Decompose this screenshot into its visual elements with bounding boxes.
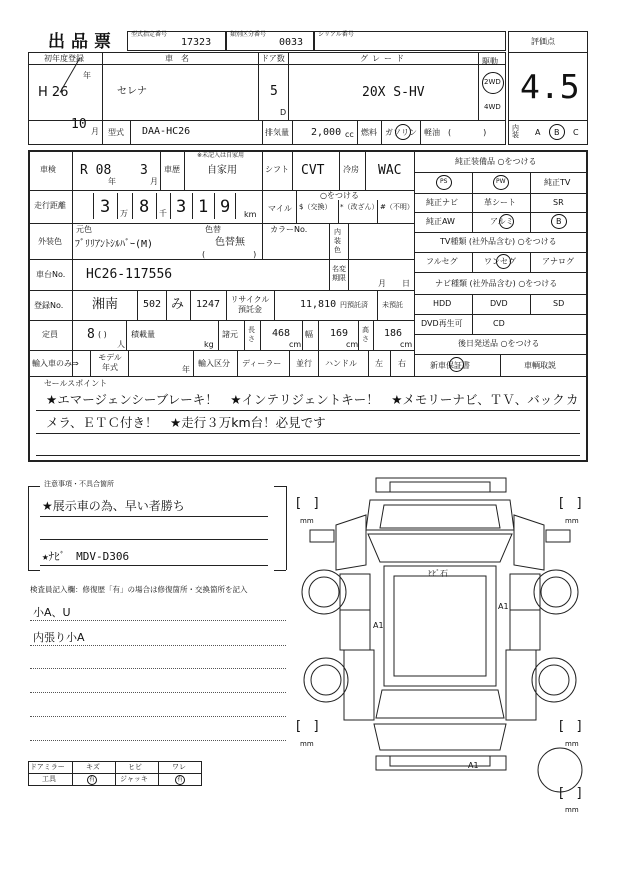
hgt-label: 高さ	[362, 326, 369, 343]
name-change-month: 月	[378, 279, 386, 288]
opt-sr: SR	[553, 198, 564, 207]
opt-aw: アルミ	[490, 217, 514, 226]
grade-value: 20X S-HV	[362, 85, 425, 100]
handle-right: 右	[398, 359, 406, 368]
inspection-label: 車検	[40, 165, 56, 174]
mileage-km: km	[244, 210, 257, 219]
oneseg-circle	[496, 254, 511, 269]
opt-navi: 純正ナビ	[426, 198, 458, 207]
tool-scratch: キズ	[86, 763, 100, 771]
tool-jack: ジャッキ	[120, 775, 148, 783]
color-label: 外装色	[38, 237, 62, 246]
class-no-label: 類別区分番号	[230, 31, 267, 38]
fuel-label: 燃料	[361, 128, 377, 137]
model-no-value: 17323	[181, 37, 212, 48]
score-label: 評価点	[531, 37, 555, 46]
reg-place: 湘南	[92, 297, 119, 312]
name-change-label: 名変期限	[332, 265, 346, 282]
doors-label: ドア数	[261, 54, 285, 63]
import-year: 年	[182, 365, 190, 374]
mileage-sen: 千	[159, 209, 167, 218]
drive-4wd: 4WD	[484, 103, 501, 111]
import-parallel: 並行	[296, 359, 312, 368]
capacity-label: 定員	[42, 330, 58, 339]
opt-pw: PW	[496, 178, 506, 185]
mileage-d3: 3	[176, 197, 187, 217]
unknown-label: #（不明）	[380, 203, 414, 211]
import-dealer: ディーラー	[242, 359, 282, 368]
repaint-label: 色替	[205, 225, 221, 234]
mark-left: A1	[373, 621, 384, 630]
mark-rear: A1	[468, 761, 479, 770]
opt-dvd-play: DVD再生可	[421, 319, 463, 328]
load-kg: kg	[204, 340, 214, 349]
class-no-value: 0033	[279, 37, 304, 48]
inspector-line1: 小A、U	[33, 606, 71, 619]
wid-label: 幅	[305, 330, 313, 339]
sales-label: セールスポイント	[44, 379, 108, 388]
notes-label: 注意事項・不具合箇所	[44, 480, 114, 488]
inspection-month: 3	[140, 163, 148, 178]
reg-kana: み	[171, 297, 185, 312]
len-value: 468	[272, 328, 291, 339]
history-label: 車歴	[164, 165, 180, 174]
orig-color-label: 元色	[76, 225, 92, 234]
hgt-cm: cm	[400, 340, 413, 349]
inspector-line2: 内張り小A	[33, 631, 85, 644]
year-unit: 年	[83, 71, 91, 80]
mm-bracket-1: [ ]	[296, 496, 319, 511]
first-reg-month: 10	[71, 117, 87, 132]
mm-label-3: mm	[300, 740, 314, 748]
sales-line1: ★エマージェンシーブレーキ！ ★インテリジェントキー！ ★メモリーナビ、ＴＶ、バック	[46, 392, 565, 407]
mileage-d5: 9	[220, 197, 231, 217]
aw-circle	[499, 214, 514, 229]
inspector-label: 検査員記入欄：修復歴「有」の場合は修復箇所・交換箇所を記入	[30, 585, 248, 594]
tool-mirror: ドアミラー	[30, 763, 65, 771]
fuel-diesel: 軽油	[424, 128, 440, 137]
mm-label-1: mm	[300, 517, 314, 525]
model-label: 型式	[108, 128, 124, 137]
name-change-day: 日	[402, 279, 410, 288]
fuel-other: ( )	[448, 128, 487, 137]
recycle-unit: 円預託済	[340, 301, 368, 309]
opt-leather: 革シート	[484, 198, 516, 207]
mm-bracket-5: [ ]	[559, 786, 582, 801]
mileage-man: 万	[120, 209, 128, 218]
model-year-label: モデル年式	[98, 353, 122, 372]
interior-color-label: 内装色	[334, 228, 341, 254]
recycle-unpaid: 未預託	[382, 301, 403, 309]
opt-new-warranty: 新車保証書	[430, 361, 470, 370]
interior-label: 内装	[512, 124, 519, 139]
registration-label: 登録No.	[34, 301, 64, 310]
month-unit: 月	[91, 127, 99, 136]
drive-2wd: 2WD	[484, 78, 501, 86]
first-reg-label: 初年度登録	[44, 54, 84, 63]
mile-label: マイル	[268, 204, 292, 213]
mileage-d1: 3	[100, 197, 111, 217]
orig-color-value: ﾌﾞﾘﾘｱﾝﾄｼﾙﾊﾞｰ(M)	[75, 239, 154, 250]
displacement-label: 排気量	[265, 128, 289, 137]
opt-tv-genuine: 純正TV	[544, 178, 571, 187]
model-no-label: 型式指定番号	[131, 31, 168, 38]
ac-label: 冷房	[343, 165, 359, 174]
interior-b: B	[554, 128, 560, 137]
wid-value: 169	[330, 328, 349, 339]
mark-roof: ﾋﾋﾞ石	[428, 569, 448, 578]
opt-fullseg: フルセグ	[426, 257, 458, 266]
mileage-d2: 8	[139, 197, 150, 217]
shift-value: CVT	[301, 163, 325, 178]
opt-dvd: DVD	[490, 299, 508, 308]
mm-label-2: mm	[565, 517, 579, 525]
wid-cm: cm	[346, 340, 359, 349]
modified-label: *（改ざん）	[340, 203, 379, 211]
reg-class: 502	[143, 299, 162, 310]
interior-c: C	[573, 128, 579, 137]
opt-analog: アナログ	[542, 257, 574, 266]
capacity-value: 8	[87, 327, 95, 342]
opt-ps: PS	[440, 178, 448, 185]
opt-oneseg: ワンセグ	[484, 257, 516, 266]
import-label: 輸入車のみ⇒	[32, 359, 79, 368]
opt-aw-b: B	[556, 217, 562, 226]
opt-cd: CD	[493, 319, 505, 328]
score-value: 4.5	[520, 67, 580, 106]
fuel-gasoline-circle	[395, 124, 411, 140]
tool-yes-1-text: 有	[89, 776, 96, 783]
sales-line1-end: カ	[566, 392, 579, 407]
notes-line1: ★展示車の為、早い者勝ち	[42, 499, 185, 513]
mm-bracket-3: [ ]	[296, 719, 319, 734]
ac-value: WAC	[378, 163, 402, 178]
mm-label-4: mm	[565, 740, 579, 748]
inspection-month-unit: 月	[150, 177, 158, 186]
size-label: 諸元	[222, 330, 238, 339]
opt-sd: SD	[553, 299, 565, 308]
handle-label: ハンドル	[325, 359, 357, 368]
chassis-label: 車台No.	[36, 270, 66, 279]
mark-right: A1	[498, 602, 509, 611]
color-no-label: カラーNo.	[270, 225, 308, 234]
mileage-label: 走行距離	[34, 201, 66, 210]
opt-aw-label: 純正AW	[426, 217, 455, 226]
displacement-value: 2,000	[311, 127, 342, 138]
tool-yes-2-text: 有	[177, 776, 184, 783]
fuel-gasoline: ガソリン	[385, 128, 417, 137]
import-type-label: 輸入区分	[198, 359, 230, 368]
repaint-value: 色替無	[215, 237, 245, 248]
load-label: 積載量	[131, 330, 155, 339]
navi-type-label: ナビ種類 (社外品含む) ○をつける	[435, 279, 558, 288]
history-value: 自家用	[207, 165, 237, 176]
mm-label-5: mm	[565, 806, 579, 814]
tv-type-label: TV種類 (社外品含む) ○をつける	[440, 237, 557, 246]
len-label: 長さ	[248, 326, 255, 343]
recycle-label: リサイクル預託金	[230, 295, 270, 314]
car-name-value: セレナ	[117, 86, 147, 97]
later-label: 後日発送品 ○をつける	[458, 339, 540, 348]
car-damage-diagram	[290, 470, 590, 815]
shift-label: シフト	[265, 165, 289, 174]
doors-value: 5	[270, 84, 278, 99]
mileage-d4: 1	[198, 197, 209, 217]
repaint-paren: ( )	[202, 250, 257, 259]
capacity-unit: 人	[117, 340, 125, 349]
form-title: 出品票	[48, 32, 117, 52]
mm-bracket-4: [ ]	[559, 719, 582, 734]
recycle-value: 11,810	[300, 299, 337, 310]
warranty-circle	[449, 357, 464, 372]
opt-manual: 車輌取説	[524, 361, 556, 370]
inspection-value: R 08	[80, 163, 112, 178]
model-value: DAA-HC26	[142, 126, 191, 137]
reg-num: 1247	[196, 299, 221, 310]
car-name-label: 車 名	[165, 54, 189, 63]
len-cm: cm	[289, 340, 302, 349]
sales-line2: メラ、ＥＴＣ付き！ ★走行３万km台！必見です	[46, 415, 326, 430]
inspection-year: 年	[108, 177, 116, 186]
opt-hdd: HDD	[433, 299, 452, 308]
handle-left: 左	[375, 359, 383, 368]
mm-bracket-2: [ ]	[559, 496, 582, 511]
genuine-label: 純正装備品 ○をつける	[455, 157, 537, 166]
tool-broken: ワレ	[172, 763, 186, 771]
cc-unit: cc	[345, 130, 354, 139]
tool-tool: 工具	[42, 775, 56, 783]
drive-label: 駆動	[482, 57, 498, 66]
tool-crack: ヒビ	[128, 763, 142, 771]
grade-label: グレード	[360, 54, 408, 63]
notes-line2: ★ﾅﾋﾞ MDV-D306	[42, 550, 130, 563]
serial-label: シリアル番号	[318, 31, 354, 38]
exchange-label: $（交換）	[299, 203, 332, 211]
first-reg-era: H 26	[38, 85, 69, 100]
chassis-value: HC26-117556	[86, 267, 173, 282]
capacity-paren: ( )	[98, 330, 107, 339]
interior-a: A	[535, 128, 541, 137]
check-note: ○をつける	[320, 191, 359, 200]
door-type: D	[280, 108, 287, 117]
history-note: ※未記入は自家用	[197, 152, 245, 159]
hgt-value: 186	[384, 328, 403, 339]
